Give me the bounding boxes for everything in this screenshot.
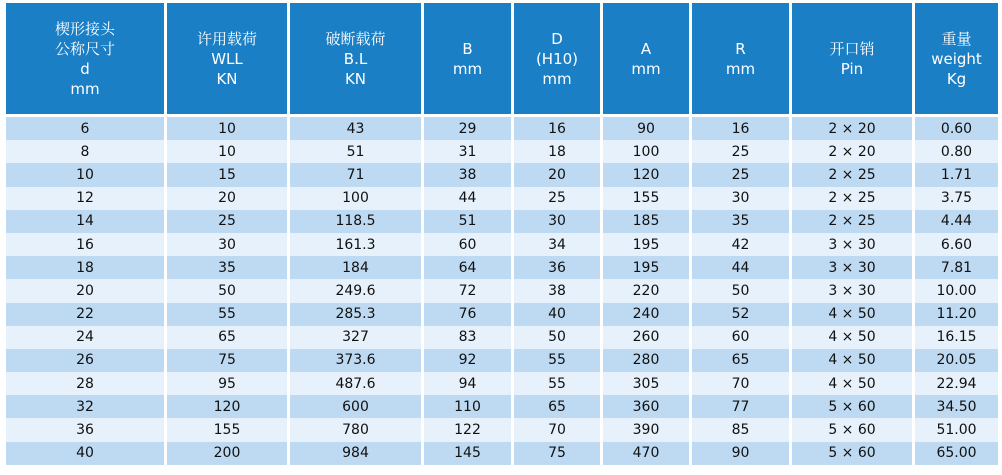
cell-pin: 3 × 30	[792, 233, 912, 256]
cell-pin: 4 × 50	[792, 326, 912, 349]
cell-pin: 3 × 30	[792, 256, 912, 279]
cell-d: 65	[514, 395, 600, 418]
cell-breaking-load: 118.5	[290, 210, 421, 233]
cell-breaking-load: 249.6	[290, 279, 421, 302]
cell-a: 155	[603, 187, 689, 210]
header-line: Kg	[946, 69, 967, 88]
header-line: mm	[452, 59, 483, 78]
cell-a: 390	[603, 418, 689, 441]
cell-pin: 2 × 25	[792, 210, 912, 233]
cell-nominal-size: 14	[6, 210, 164, 233]
header-wll	[167, 3, 287, 117]
table-row	[6, 117, 998, 140]
table-row	[6, 210, 998, 233]
header-line: 许用载荷	[196, 29, 257, 48]
cell-breaking-load: 600	[290, 395, 421, 418]
header-line: (H10)	[535, 49, 579, 68]
header-breaking-load	[290, 3, 421, 117]
cell-pin: 4 × 50	[792, 349, 912, 372]
table-row	[6, 395, 998, 418]
cell-weight: 0.60	[915, 117, 998, 140]
cell-wll: 15	[167, 163, 287, 186]
cell-r: 90	[692, 442, 789, 465]
header-line: 破断载荷	[325, 29, 386, 48]
cell-d: 34	[514, 233, 600, 256]
cell-b: 94	[424, 372, 511, 395]
cell-r: 77	[692, 395, 789, 418]
cell-r: 85	[692, 418, 789, 441]
cell-wll: 120	[167, 395, 287, 418]
cell-pin: 2 × 25	[792, 163, 912, 186]
cell-wll: 65	[167, 326, 287, 349]
cell-weight: 0.80	[915, 140, 998, 163]
cell-d: 38	[514, 279, 600, 302]
cell-weight: 3.75	[915, 187, 998, 210]
table-row	[6, 349, 998, 372]
cell-a: 100	[603, 140, 689, 163]
cell-a: 280	[603, 349, 689, 372]
cell-b: 110	[424, 395, 511, 418]
cell-d: 18	[514, 140, 600, 163]
header-line: R	[735, 39, 746, 58]
table-row	[6, 233, 998, 256]
cell-a: 305	[603, 372, 689, 395]
cell-breaking-load: 43	[290, 117, 421, 140]
cell-d: 20	[514, 163, 600, 186]
cell-weight: 16.15	[915, 326, 998, 349]
header-a	[603, 3, 689, 117]
header-line: 公称尺寸	[54, 39, 115, 58]
header-line: KN	[216, 69, 238, 88]
cell-r: 52	[692, 303, 789, 326]
cell-wll: 35	[167, 256, 287, 279]
cell-a: 260	[603, 326, 689, 349]
header-line: WLL	[211, 49, 243, 68]
cell-breaking-load: 184	[290, 256, 421, 279]
cell-pin: 4 × 50	[792, 372, 912, 395]
cell-nominal-size: 26	[6, 349, 164, 372]
header-line: KN	[344, 69, 367, 88]
header-nominal-size	[6, 3, 164, 117]
cell-a: 90	[603, 117, 689, 140]
cell-pin: 4 × 50	[792, 303, 912, 326]
cell-a: 120	[603, 163, 689, 186]
cell-wll: 50	[167, 279, 287, 302]
cell-breaking-load: 780	[290, 418, 421, 441]
cell-nominal-size: 40	[6, 442, 164, 465]
header-line: mm	[542, 69, 572, 88]
cell-breaking-load: 285.3	[290, 303, 421, 326]
cell-d: 30	[514, 210, 600, 233]
cell-pin: 2 × 20	[792, 117, 912, 140]
cell-b: 60	[424, 233, 511, 256]
cell-b: 83	[424, 326, 511, 349]
table-row	[6, 163, 998, 186]
cell-r: 70	[692, 372, 789, 395]
cell-breaking-load: 51	[290, 140, 421, 163]
cell-a: 195	[603, 233, 689, 256]
cell-b: 76	[424, 303, 511, 326]
cell-b: 51	[424, 210, 511, 233]
cell-pin: 2 × 25	[792, 187, 912, 210]
cell-d: 16	[514, 117, 600, 140]
header-line: A	[640, 39, 652, 58]
cell-weight: 10.00	[915, 279, 998, 302]
cell-wll: 10	[167, 117, 287, 140]
cell-r: 42	[692, 233, 789, 256]
cell-weight: 34.50	[915, 395, 998, 418]
spec-table	[3, 3, 1001, 465]
cell-breaking-load: 100	[290, 187, 421, 210]
cell-r: 25	[692, 163, 789, 186]
cell-breaking-load: 984	[290, 442, 421, 465]
cell-d: 55	[514, 372, 600, 395]
header-row	[6, 3, 998, 117]
cell-wll: 75	[167, 349, 287, 372]
cell-weight: 7.81	[915, 256, 998, 279]
cell-b: 44	[424, 187, 511, 210]
cell-wll: 30	[167, 233, 287, 256]
cell-pin: 2 × 20	[792, 140, 912, 163]
cell-wll: 20	[167, 187, 287, 210]
cell-nominal-size: 6	[6, 117, 164, 140]
cell-r: 65	[692, 349, 789, 372]
cell-r: 35	[692, 210, 789, 233]
table-row	[6, 187, 998, 210]
cell-d: 40	[514, 303, 600, 326]
cell-weight: 20.05	[915, 349, 998, 372]
header-line: mm	[70, 79, 100, 98]
cell-nominal-size: 16	[6, 233, 164, 256]
table-row	[6, 140, 998, 163]
header-line: Pin	[840, 59, 864, 78]
cell-nominal-size: 18	[6, 256, 164, 279]
cell-b: 92	[424, 349, 511, 372]
cell-nominal-size: 36	[6, 418, 164, 441]
cell-d: 36	[514, 256, 600, 279]
table-row	[6, 303, 998, 326]
cell-weight: 51.00	[915, 418, 998, 441]
cell-breaking-load: 373.6	[290, 349, 421, 372]
cell-r: 25	[692, 140, 789, 163]
cell-breaking-load: 327	[290, 326, 421, 349]
header-pin	[792, 3, 912, 117]
cell-wll: 25	[167, 210, 287, 233]
cell-wll: 200	[167, 442, 287, 465]
cell-nominal-size: 20	[6, 279, 164, 302]
cell-nominal-size: 10	[6, 163, 164, 186]
cell-wll: 55	[167, 303, 287, 326]
table-body	[6, 117, 998, 465]
cell-wll: 95	[167, 372, 287, 395]
header-line: D	[551, 29, 563, 48]
cell-weight: 65.00	[915, 442, 998, 465]
header-d	[514, 3, 600, 117]
table-row	[6, 279, 998, 302]
cell-pin: 5 × 60	[792, 442, 912, 465]
cell-nominal-size: 22	[6, 303, 164, 326]
header-line: 重量	[941, 29, 972, 48]
cell-weight: 1.71	[915, 163, 998, 186]
cell-a: 185	[603, 210, 689, 233]
cell-b: 29	[424, 117, 511, 140]
cell-nominal-size: 24	[6, 326, 164, 349]
header-weight	[915, 3, 998, 117]
cell-nominal-size: 28	[6, 372, 164, 395]
cell-weight: 4.44	[915, 210, 998, 233]
cell-b: 31	[424, 140, 511, 163]
cell-breaking-load: 161.3	[290, 233, 421, 256]
cell-nominal-size: 12	[6, 187, 164, 210]
cell-r: 50	[692, 279, 789, 302]
cell-a: 240	[603, 303, 689, 326]
cell-a: 195	[603, 256, 689, 279]
cell-r: 44	[692, 256, 789, 279]
cell-r: 60	[692, 326, 789, 349]
header-line: 楔形接头	[54, 19, 115, 38]
header-line: mm	[725, 59, 756, 78]
cell-breaking-load: 487.6	[290, 372, 421, 395]
header-r	[692, 3, 789, 117]
cell-d: 55	[514, 349, 600, 372]
cell-d: 50	[514, 326, 600, 349]
header-line: B.L	[343, 49, 368, 68]
table-row	[6, 418, 998, 441]
header-b	[424, 3, 511, 117]
cell-pin: 5 × 60	[792, 395, 912, 418]
table-row	[6, 256, 998, 279]
header-line: mm	[631, 59, 661, 78]
table-row	[6, 442, 998, 465]
cell-r: 30	[692, 187, 789, 210]
header-line: d	[80, 59, 90, 78]
cell-pin: 3 × 30	[792, 279, 912, 302]
header-line: weight	[931, 49, 982, 68]
cell-a: 220	[603, 279, 689, 302]
cell-pin: 5 × 60	[792, 418, 912, 441]
cell-b: 72	[424, 279, 511, 302]
cell-weight: 22.94	[915, 372, 998, 395]
cell-b: 145	[424, 442, 511, 465]
header-line: 开口销	[829, 39, 875, 58]
cell-d: 70	[514, 418, 600, 441]
table-row	[6, 372, 998, 395]
cell-r: 16	[692, 117, 789, 140]
header-line: B	[462, 39, 473, 58]
cell-a: 360	[603, 395, 689, 418]
cell-nominal-size: 8	[6, 140, 164, 163]
cell-b: 122	[424, 418, 511, 441]
cell-wll: 155	[167, 418, 287, 441]
cell-b: 64	[424, 256, 511, 279]
cell-a: 470	[603, 442, 689, 465]
cell-b: 38	[424, 163, 511, 186]
cell-wll: 10	[167, 140, 287, 163]
cell-breaking-load: 71	[290, 163, 421, 186]
cell-weight: 6.60	[915, 233, 998, 256]
cell-d: 25	[514, 187, 600, 210]
cell-nominal-size: 32	[6, 395, 164, 418]
cell-weight: 11.20	[915, 303, 998, 326]
table-row	[6, 326, 998, 349]
cell-d: 75	[514, 442, 600, 465]
